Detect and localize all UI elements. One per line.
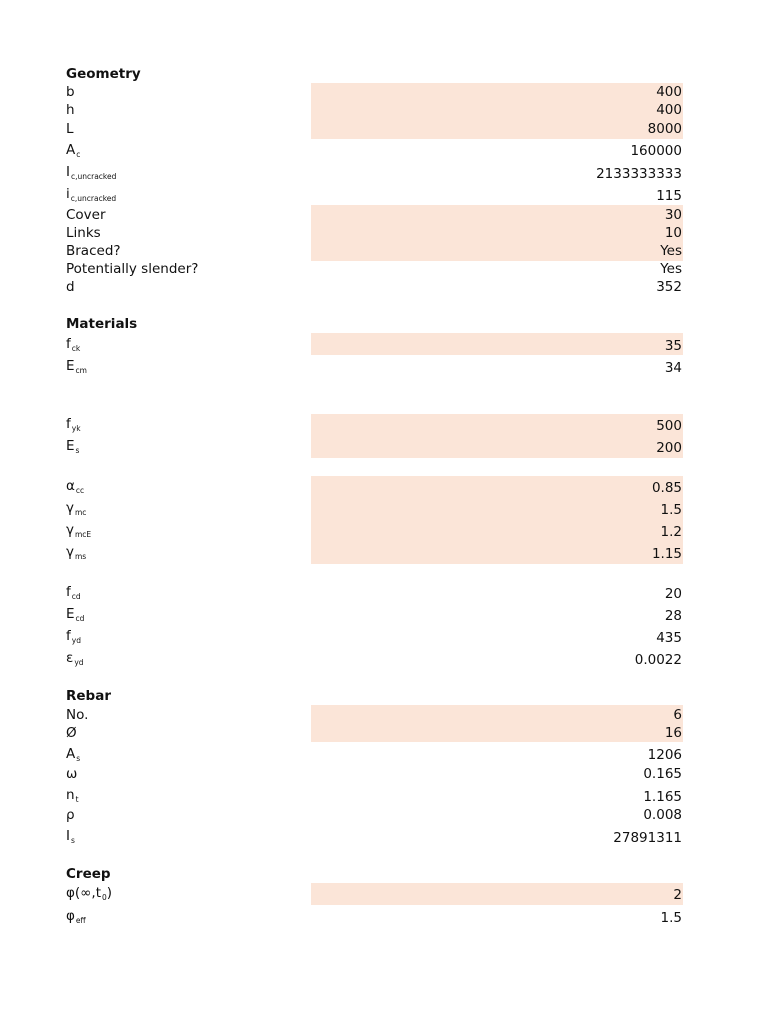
label-ic: $i_{c,uncracked}$ (66, 186, 117, 203)
label-acc: $\alpha_{cc}$ (66, 478, 85, 495)
label-b: b (66, 84, 75, 100)
input-band-factors (311, 476, 683, 564)
label-fyd: $f_{yd}$ (66, 628, 81, 645)
label-d: d (66, 279, 75, 295)
label-omega: ω (66, 766, 78, 782)
value-acc[interactable]: 0.85 (651, 480, 682, 496)
input-band-steel (311, 414, 683, 458)
label-Ic: $I_{c,uncracked}$ (66, 164, 117, 181)
input-band-geometry-detailing (311, 205, 683, 261)
section-heading-creep: Creep (66, 866, 111, 882)
value-phi[interactable]: 2 (673, 887, 682, 903)
label-eyd: $\varepsilon_{yd}$ (66, 650, 84, 667)
label-cover: Cover (66, 207, 106, 223)
value-yms[interactable]: 1.15 (651, 546, 682, 562)
section-heading-materials: Materials (66, 316, 138, 332)
label-yms: $\gamma_{ms}$ (66, 544, 87, 561)
input-band-geometry-dims (311, 83, 683, 139)
value-b[interactable]: 400 (656, 84, 682, 100)
label-L: L (66, 121, 74, 137)
label-dia: Ø (66, 725, 77, 741)
value-links[interactable]: 10 (664, 225, 682, 241)
label-phi: $\varphi(\infty,t_0)$ (66, 885, 113, 902)
value-braced[interactable]: Yes (660, 243, 682, 259)
label-phi-eff: $\varphi_{eff}$ (66, 908, 86, 925)
label-links: Links (66, 225, 101, 241)
value-fcd: 20 (664, 586, 682, 602)
label-Is: $I_s$ (66, 828, 75, 845)
value-cover[interactable]: 30 (664, 207, 682, 223)
value-nt: 1.165 (643, 789, 682, 805)
value-phi-eff: 1.5 (660, 910, 682, 926)
label-fyk: $f_{yk}$ (66, 416, 81, 433)
label-Ecd: $E_{cd}$ (66, 606, 85, 623)
value-eyd: 0.0022 (634, 652, 682, 668)
value-dia[interactable]: 16 (664, 725, 682, 741)
value-fyd: 435 (656, 630, 682, 646)
value-Es[interactable]: 200 (656, 440, 682, 456)
value-Ecd: 28 (664, 608, 682, 624)
value-As: 1206 (647, 747, 682, 763)
input-band-fck (311, 333, 683, 355)
value-omega: 0.165 (643, 766, 682, 782)
label-Ac: $A_c$ (66, 142, 81, 159)
value-Ic: 2133333333 (596, 166, 682, 182)
value-ymc[interactable]: 1.5 (660, 502, 682, 518)
label-fcd: $f_{cd}$ (66, 584, 81, 601)
label-slender: Potentially slender? (66, 261, 199, 277)
label-nt: $n_t$ (66, 787, 79, 804)
value-rho: 0.008 (643, 807, 682, 823)
value-L[interactable]: 8000 (647, 121, 682, 137)
value-Ac: 160000 (630, 143, 682, 159)
value-Ecm: 34 (664, 360, 682, 376)
value-d: 352 (656, 279, 682, 295)
label-fck: $f_{ck}$ (66, 336, 81, 353)
label-braced: Braced? (66, 243, 121, 259)
input-band-rebar (311, 705, 683, 742)
value-fyk[interactable]: 500 (656, 418, 682, 434)
input-band-creep (311, 883, 683, 905)
value-no[interactable]: 6 (673, 707, 682, 723)
value-slender: Yes (660, 261, 682, 277)
label-ymc: $\gamma_{mc}$ (66, 500, 87, 517)
label-h: h (66, 102, 75, 118)
section-heading-rebar: Rebar (66, 688, 111, 704)
label-Ecm: $E_{cm}$ (66, 358, 87, 375)
value-ic: 115 (656, 188, 682, 204)
value-h[interactable]: 400 (656, 102, 682, 118)
value-fck[interactable]: 35 (664, 338, 682, 354)
label-As: $A_s$ (66, 746, 81, 763)
value-Is: 27891311 (613, 830, 682, 846)
label-ymcE: $\gamma_{mcE}$ (66, 522, 92, 539)
section-heading-geometry: Geometry (66, 66, 141, 82)
label-rho: ρ (66, 807, 75, 823)
label-no: No. (66, 707, 89, 723)
label-Es: $E_s$ (66, 438, 80, 455)
value-ymcE[interactable]: 1.2 (660, 524, 682, 540)
